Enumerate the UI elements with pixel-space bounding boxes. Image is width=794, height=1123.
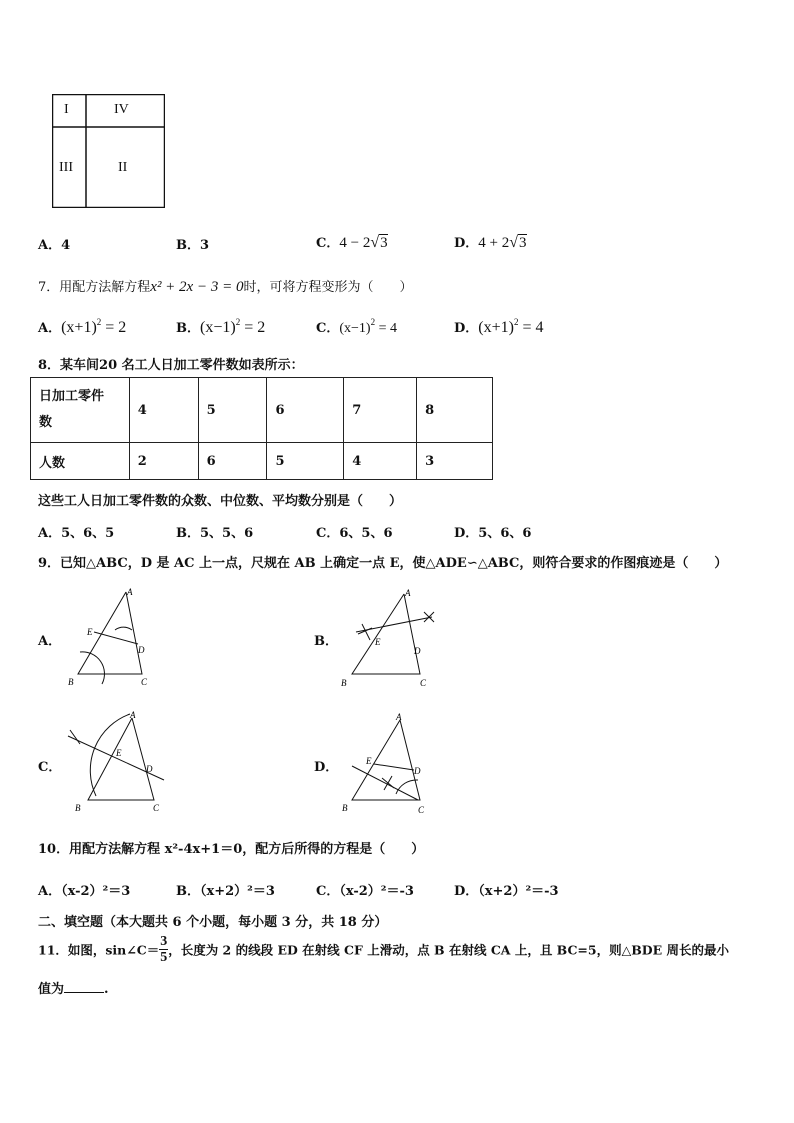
table-cell: 4 [129, 378, 198, 443]
point-c-label: C [418, 805, 425, 815]
q10-option-c: C．（x-2）²＝-3 [316, 884, 414, 899]
table-cell: 3 [417, 443, 493, 480]
point-a-label: A [396, 712, 402, 722]
point-e-label: E [87, 627, 93, 637]
q8-stem: 8．某车间20 名工人日加工零件数如表所示： [38, 358, 304, 373]
table-cell: 6 [198, 443, 267, 480]
point-a-label: A [130, 710, 136, 720]
q9-stem: 9．已知△ABC，D 是 AC 上一点，尺规在 AB 上确定一点 E，使△ADE∽△ABC，则符合要求的作图痕迹是（ ） [38, 556, 728, 571]
q10-option-d: D．（x+2）²＝-3 [454, 884, 559, 899]
point-d-label: D [138, 645, 145, 655]
grid-figure [52, 94, 165, 208]
q8-option-a: A．5、6、5 [38, 526, 115, 541]
point-c-label: C [153, 803, 160, 813]
q6-option-c: C．4 − 2√3 [316, 234, 388, 251]
q9-option-d-label: D． [314, 760, 339, 775]
table-header-cell: 日加工零件 数 [31, 378, 130, 443]
table-cell: 6 [267, 378, 344, 443]
q6-option-d: D．4 + 2√3 [454, 234, 527, 251]
q10-stem: 10．用配方法解方程 x²-4x+1＝0，配方后所得的方程是（ ） [38, 842, 425, 857]
q8-table [30, 377, 493, 480]
section-title: 二、填空题（本大题共 6 个小题，每小题 3 分，共 18 分） [38, 915, 388, 930]
table-cell: 5 [267, 443, 344, 480]
q10-option-b: B．（x+2）²＝3 [176, 884, 275, 899]
point-d-label: D [414, 766, 421, 776]
table-cell: 8 [417, 378, 493, 443]
q7-option-a: A．$(x+1)^2 = 2$ [38, 317, 127, 336]
point-b-label: B [342, 803, 348, 813]
q9-option-b-label: B． [314, 634, 338, 649]
table-header-cell: 人数 [31, 443, 130, 480]
table-cell: 7 [344, 378, 417, 443]
point-a-label: A [405, 588, 411, 598]
q8-option-c: C．6、5、6 [316, 526, 393, 541]
table-row [31, 378, 493, 443]
answer-blank[interactable] [64, 980, 104, 993]
point-c-label: C [141, 677, 148, 687]
q9-figure-c [60, 708, 172, 816]
point-e-label: E [366, 756, 372, 766]
q9-option-a-label: A． [38, 634, 62, 649]
point-e-label: E [116, 748, 122, 758]
q9-figure-d [336, 708, 446, 816]
q7-option-b: B．$(x-1)^2 = 2$ [176, 317, 266, 336]
table-cell: 2 [129, 443, 198, 480]
point-e-label: E [375, 637, 381, 647]
q6-option-b: B．3 [176, 238, 210, 253]
q9-figure-a [60, 584, 160, 692]
point-d-label: D [414, 646, 421, 656]
grid-cell-2: II [118, 160, 128, 175]
q11-line2: 值为 . [38, 982, 109, 997]
point-d-label: D [146, 764, 153, 774]
q11-line1: 11．如图，sin∠C＝ $\frac{3}{5}$ ，长度为 2 的线段 ED 在射线 CF 上滑动，点 B 在射线 CA 上，且 BC=5，则△BDE 周长的最小 [38, 934, 729, 965]
grid-cell-1: I [64, 102, 69, 117]
grid-cell-4: IV [114, 102, 129, 117]
point-b-label: B [68, 677, 74, 687]
q11-fraction: $\frac{3}{5}$ [160, 934, 168, 965]
table-row [31, 443, 493, 480]
q8-option-b: B．5、5、6 [176, 526, 254, 541]
table-cell: 4 [344, 443, 417, 480]
q9-figure-b [336, 584, 446, 692]
point-c-label: C [420, 678, 427, 688]
q9-option-c-label: C． [38, 760, 62, 775]
point-b-label: B [75, 803, 81, 813]
q7-stem: 7．用配方法解方程x² + 2x − 3 = 0时，可将方程变形为（ ） [38, 279, 413, 295]
point-b-label: B [341, 678, 347, 688]
q10-option-a: A．（x-2）²＝3 [38, 884, 131, 899]
q7-option-d: D．$(x+1)^2 = 4$ [454, 317, 544, 336]
q6-option-a: A．4 [38, 238, 71, 253]
q8-question: 这些工人日加工零件数的众数、中位数、平均数分别是（ ） [38, 494, 403, 509]
grid-cell-3: III [59, 160, 73, 175]
point-a-label: A [127, 587, 133, 597]
q7-option-c: C．$(x-1)^2 = 4$ [316, 317, 397, 336]
q8-option-d: D．5、6、6 [454, 526, 532, 541]
table-cell: 5 [198, 378, 267, 443]
